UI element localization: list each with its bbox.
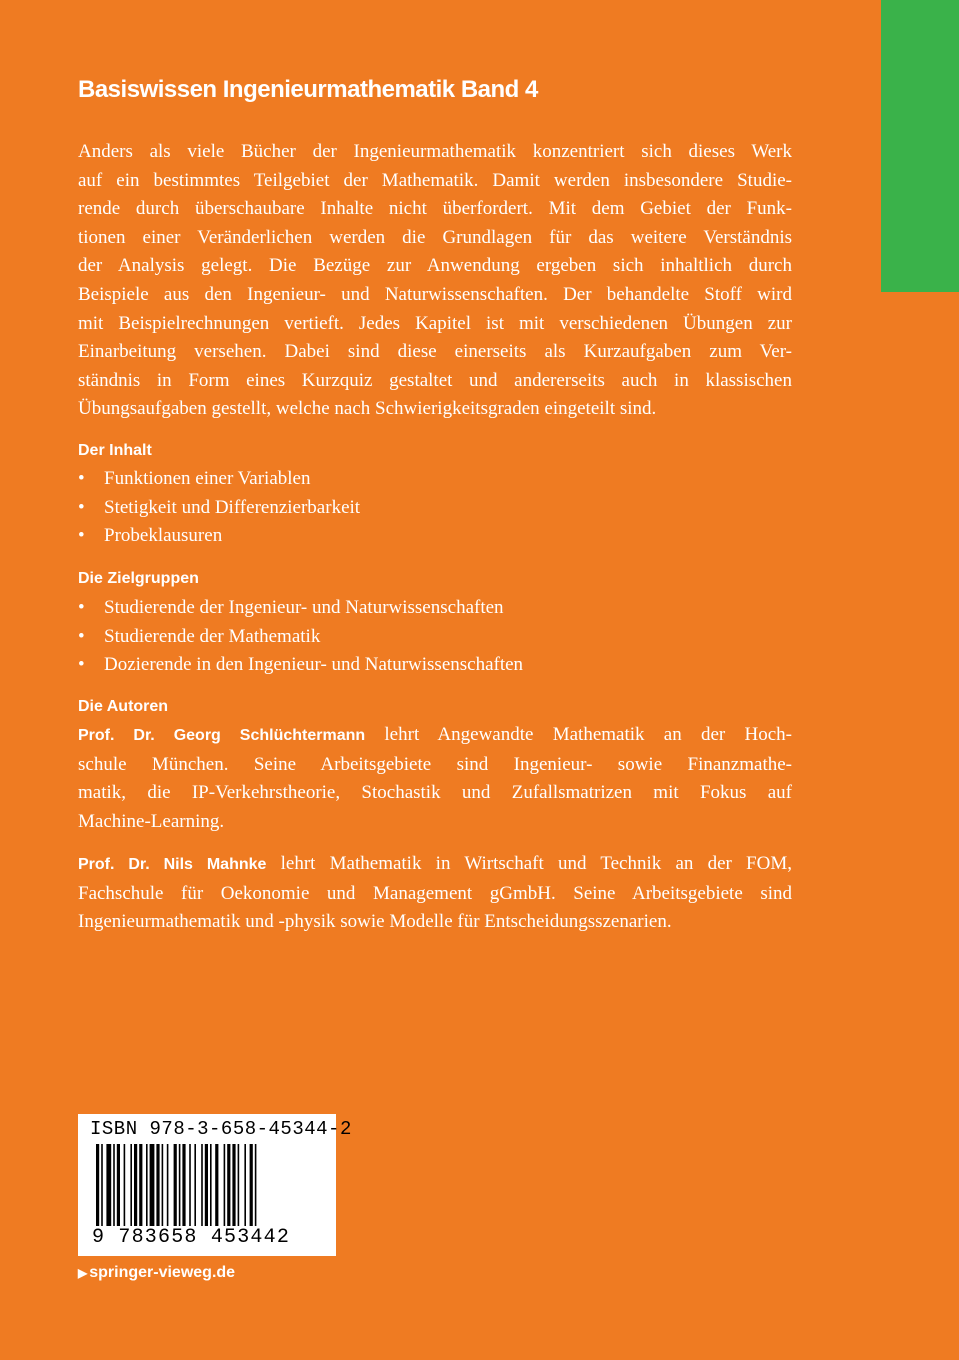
bullet-icon: • <box>78 496 85 518</box>
list-item: • Dozierende in den Ingenieur- und Naturwissenschaften <box>78 651 523 680</box>
intro-line: Einarbeitung versehen. Dabei sind diese einerseits als Kurzaufgaben zum Ver- <box>78 341 792 363</box>
bio-line: matik, die IP-Verkehrstheorie, Stochastik und Zufallsmatrizen mit Fokus auf <box>78 782 792 804</box>
list-item: • Funktionen einer Variablen <box>78 465 360 494</box>
zielgruppen-list <box>78 594 523 680</box>
isbn-barcode <box>78 1114 352 1256</box>
intro-line: Beispiele aus den Ingenieur- und Naturwissenschaften. Der behandelte Stoff wird <box>78 283 792 305</box>
intro-line: der Analysis gelegt. Die Bezüge zur Anwendung ergeben sich inhaltlich durch <box>78 255 792 277</box>
website-label: springer-vieweg.de <box>89 1264 236 1281</box>
author1-name: Prof. Dr. Georg Schlüchtermann <box>78 727 366 744</box>
intro-paragraph <box>78 138 792 424</box>
bullet-icon: • <box>78 468 85 489</box>
intro-line: mit Beispielrechnungen vertieft. Jedes Kapitel ist mit verschiedenen Übungen zur <box>78 312 792 334</box>
author1-bio: Prof. Dr. Georg Schlüchtermann lehrt Angewandte Mathematik an der Hoch- schule München. Seine Arbeitsgebiete sind Ingenieur- sowie Finanzmathe- matik, die IP-Verkehrstheorie, Stochastik und Zufallsmatrizen mit Fokus auf Machine-Learning. <box>78 721 792 836</box>
intro-line: auf ein bestimmtes Teilgebiet der Mathematik. Damit werden insbesondere Studie- <box>78 169 792 191</box>
intro-line: ständnis in Form eines Kurzquiz gestaltet und andererseits auch in klassischen <box>78 369 792 391</box>
bullet-icon: • <box>78 525 85 547</box>
list-item: • Studierende der Ingenieur- und Naturwissenschaften <box>78 594 523 623</box>
bio-line: Fachschule für Oekonomie und Management gGmbH. Seine Arbeitsgebiete sind <box>78 882 792 904</box>
isbn-text: ISBN 978-3-658-45344-2 <box>90 1118 352 1140</box>
zielgruppen-heading: Die Zielgruppen <box>78 570 199 587</box>
book-title: Basiswissen Ingenieurmathematik Band 4 <box>78 76 538 103</box>
list-item: • Studierende der Mathematik <box>78 623 523 652</box>
bio-line: Machine-Learning. <box>78 810 225 832</box>
intro-line: Übungsaufgaben gestellt, welche nach Schwierigkeitsgraden eingeteilt sind. <box>78 398 657 420</box>
autoren-heading: Die Autoren <box>78 698 169 715</box>
list-item: • Stetigkeit und Differenzierbarkeit <box>78 494 360 523</box>
inhalt-heading: Der Inhalt <box>78 442 152 459</box>
bio-line: schule München. Seine Arbeitsgebiete sind Ingenieur- sowie Finanzmathe- <box>78 753 792 775</box>
arrow-right-icon: ▶ <box>78 1266 88 1280</box>
intro-line: tionen einer Veränderlichen werden die Grundlagen für das weitere Verständnis <box>78 226 792 248</box>
list-item: • Probeklausuren <box>78 522 360 551</box>
inhalt-list <box>78 465 360 551</box>
author2-bio: Prof. Dr. Nils Mahnke lehrt Mathematik in Wirtschaft und Technik an der FOM, Fachschule für Oekonomie und Management gGmbH. Seine Arbeitsgebiete sind Ingenieurmathematik und -physik sowie Modelle für Entscheidungsszenarien. <box>78 850 792 937</box>
website-link[interactable] <box>78 1264 235 1282</box>
bio-line: Ingenieurmathematik und -physik sowie Modelle für Entscheidungsszenarien. <box>78 911 672 933</box>
intro-line: Anders als viele Bücher der Ingenieurmathematik konzentriert sich dieses Werk <box>78 141 792 162</box>
intro-line: rende durch überschaubare Inhalte nicht überfordert. Mit dem Gebiet der Funk- <box>78 198 792 220</box>
bullet-icon: • <box>78 654 85 676</box>
bullet-icon: • <box>78 597 85 618</box>
bullet-icon: • <box>78 625 85 647</box>
barcode-number: 9 783658 453442 <box>92 1226 291 1249</box>
author2-name: Prof. Dr. Nils Mahnke <box>78 856 267 873</box>
green-corner-tab <box>881 0 959 292</box>
